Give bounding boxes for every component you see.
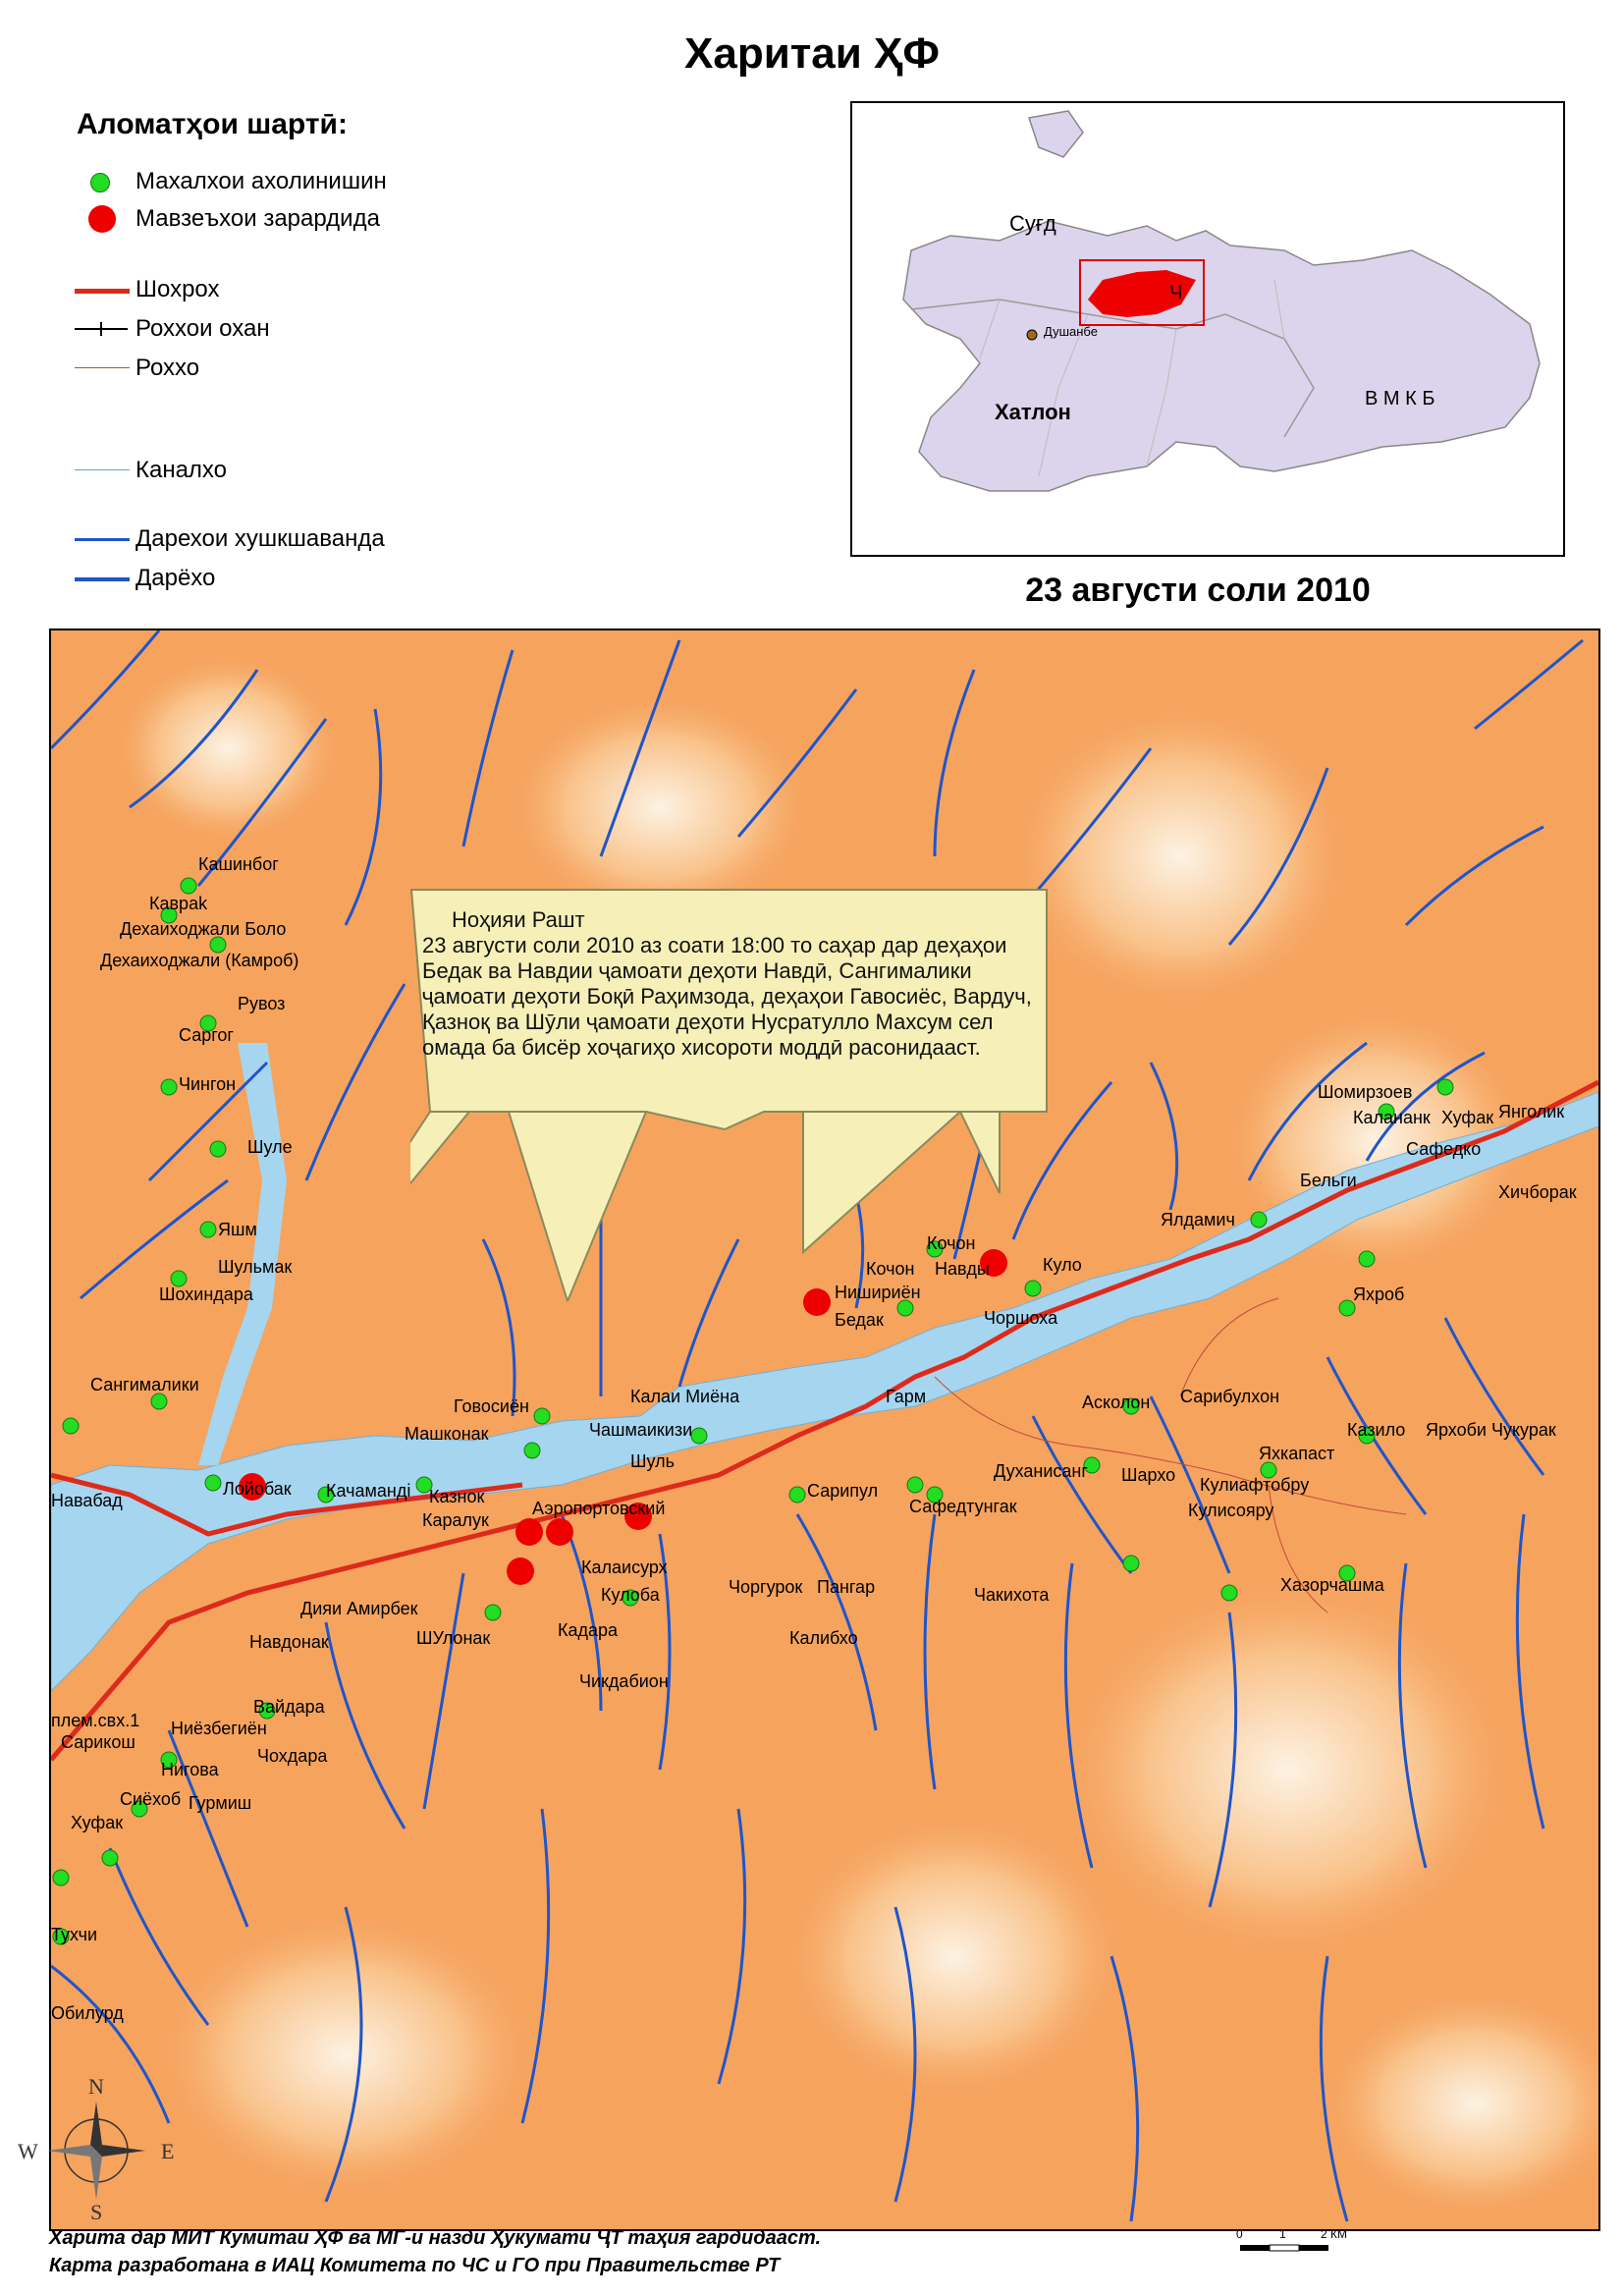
- place-label: Чикдабион: [579, 1671, 669, 1691]
- compass-s: S: [90, 2200, 103, 2224]
- place-label: Каралук: [422, 1510, 489, 1530]
- legend-label: Каналхо: [135, 457, 228, 483]
- green-dot-icon: [69, 165, 130, 198]
- tajikistan-shape: [903, 221, 1540, 491]
- footer-credit-tj: Харита дар МИТ Кумитаи ҲФ ва МГ-и назди Ҳукумати ҶТ таҳия гардидааст.: [49, 2227, 822, 2249]
- place-label: Говосиён: [454, 1396, 529, 1416]
- place-label: Хичборак: [1498, 1182, 1577, 1202]
- legend-item-canal: [69, 454, 227, 487]
- place-label: Кочон: [927, 1233, 976, 1253]
- inset-label-dushanbe: Душанбе: [1044, 324, 1098, 339]
- place-label: Навды: [935, 1259, 990, 1279]
- callout-text: [422, 907, 1041, 1061]
- place-label: Аэропортовский: [532, 1499, 666, 1518]
- place-label: Хуфак: [1441, 1108, 1494, 1127]
- place-label: Чакихота: [974, 1585, 1050, 1605]
- place-label: Тухчи: [51, 1925, 98, 1944]
- legend-item-dry-river: [69, 522, 385, 556]
- place-label: Лойобак: [223, 1479, 292, 1499]
- place-label: Гарм: [886, 1387, 927, 1406]
- place-label: ШУлонак: [416, 1628, 491, 1648]
- place-label: Сарипул: [807, 1481, 879, 1501]
- place-label: Кочон: [866, 1259, 915, 1279]
- place-label: Чоршоха: [984, 1308, 1058, 1328]
- place-label: Пангар: [817, 1577, 876, 1597]
- inset-label-rrp: Ч: [1169, 282, 1183, 303]
- place-label: Ярхоби Чукурак: [1426, 1420, 1556, 1440]
- legend-label: Роххо: [135, 355, 200, 381]
- place-label: Шульмак: [218, 1257, 293, 1277]
- place-label: Асколон: [1082, 1393, 1151, 1412]
- place-label: Калаи Миёна: [630, 1387, 740, 1406]
- compass-e: E: [161, 2139, 175, 2163]
- place-label: Яшм: [218, 1220, 257, 1239]
- place-label: Дехаиходжали Боло: [120, 919, 287, 939]
- place-label: Навабад: [51, 1491, 123, 1510]
- place-label: Дияи Амирбек: [300, 1599, 418, 1618]
- place-label: Чингон: [179, 1074, 237, 1094]
- dushanbe-marker: [1027, 330, 1037, 340]
- compass-w: W: [18, 2139, 38, 2163]
- place-label: Гурмиш: [189, 1793, 252, 1813]
- place-label: Саргог: [179, 1025, 234, 1045]
- scale-tick: 2 КМ: [1321, 2227, 1347, 2241]
- place-label: Ялдамич: [1161, 1210, 1235, 1230]
- place-label: Качамандi: [326, 1481, 411, 1501]
- place-label: Вайдара: [253, 1697, 325, 1717]
- highway-line-icon: [69, 273, 130, 306]
- place-label: Рувоз: [238, 994, 286, 1013]
- canal-line-icon: [69, 454, 130, 487]
- place-label: Яхроб: [1353, 1285, 1405, 1304]
- place-label: Бедак: [835, 1310, 884, 1330]
- place-label: Калибхо: [789, 1628, 858, 1648]
- dry-river-line-icon: [69, 522, 130, 556]
- river-line-icon: [69, 562, 130, 595]
- main-map: [49, 629, 1600, 2231]
- legend-label: Роххои охан: [135, 315, 270, 342]
- legend-item-settlements: [69, 165, 387, 198]
- place-label: Чоргурок: [729, 1577, 803, 1597]
- legend-item-damaged: [69, 202, 380, 236]
- place-label: Бельги: [1300, 1171, 1357, 1190]
- inset-label-gbao: В М К Б: [1365, 388, 1435, 410]
- legend-label: Дарехои хушкшаванда: [135, 525, 385, 552]
- place-label: Нигова: [161, 1760, 219, 1779]
- scale-bar: [1232, 2227, 1360, 2276]
- place-label: Чохдара: [257, 1746, 328, 1766]
- place-label: Хуфак: [71, 1813, 124, 1832]
- place-label: Хазорчашма: [1280, 1575, 1384, 1595]
- map-date: 23 августи соли 2010: [1025, 572, 1371, 609]
- callout-heading: Ноҳияи Рашт: [452, 907, 585, 932]
- place-label: Ниёзбегиён: [171, 1719, 267, 1738]
- red-dot-icon: [69, 202, 130, 236]
- place-label: Нишириён: [835, 1283, 921, 1302]
- place-label: Машконак: [405, 1424, 489, 1444]
- inset-map: [850, 101, 1565, 557]
- place-label: Навдонак: [249, 1632, 329, 1652]
- footer-credit-ru: Карта разработана в ИАЦ Комитета по ЧС и ГО при Правительстве РТ: [49, 2255, 781, 2276]
- place-label: Сарикош: [61, 1732, 135, 1752]
- place-label: Кавраk: [149, 894, 208, 913]
- place-label: Шархо: [1121, 1465, 1176, 1485]
- scale-tick: 1: [1279, 2227, 1286, 2241]
- scale-tick: 0: [1236, 2227, 1243, 2241]
- place-label: плем.свх.1: [51, 1711, 140, 1730]
- map-title: Харитаи ҲФ: [684, 29, 940, 78]
- place-label: Кулисояру: [1188, 1501, 1274, 1520]
- place-label: Шуле: [247, 1137, 293, 1157]
- place-label: Яхкапаст: [1259, 1444, 1335, 1463]
- place-label: Казнок: [429, 1487, 485, 1506]
- place-label: Сарибулхон: [1180, 1387, 1280, 1406]
- place-label: Сафедко: [1406, 1139, 1482, 1159]
- place-label: Шохиндара: [159, 1285, 253, 1304]
- place-label: Кашинбог: [198, 854, 279, 874]
- legend-label: Махалхои ахолинишин: [135, 168, 387, 194]
- place-label: Шуль: [630, 1451, 675, 1471]
- place-label: Обилурд: [51, 2003, 124, 2023]
- legend-item-highway: [69, 273, 220, 306]
- place-label: Куло: [1043, 1255, 1082, 1275]
- place-label: Сангималики: [90, 1375, 199, 1394]
- inset-label-sughd: Суғд: [1009, 211, 1056, 236]
- place-label: Сиёхоб: [120, 1789, 182, 1809]
- place-label: Духанисанг: [994, 1461, 1088, 1481]
- place-label: Дехаиходжали (Камроб): [100, 951, 299, 970]
- place-label: Кадара: [558, 1620, 619, 1640]
- place-label: Шомирзоев: [1318, 1082, 1413, 1102]
- compass-n: N: [88, 2074, 104, 2099]
- place-label: Чашмаикизи: [589, 1420, 693, 1440]
- callout-body: 23 августи соли 2010 аз соати 18:00 то саҳар дар деҳаҳои Бедак ва Навдии ҷамоати деҳоти Навдӣ, Сангималики ҷамоати деҳоти Боқӣ Раҳимзода, деҳаҳои Гавосиёс, Вардуч, Қазноқ ва Шӯли ҷамоати деҳоти Нусратулло Махсум сел омада ба бисёр хоҷагиҳо хисороти моддӣ расонидааст.: [422, 933, 1032, 1060]
- place-label: Калаисурх: [581, 1558, 668, 1577]
- legend-label: Дарёхо: [135, 565, 216, 591]
- inset-label-khatlon: Хатлон: [995, 400, 1071, 424]
- place-label: Казило: [1347, 1420, 1406, 1440]
- legend-item-river: [69, 562, 215, 595]
- legend-label: Шохрох: [135, 276, 220, 302]
- legend-title: Аломатҳои шартӣ:: [77, 108, 348, 140]
- place-label: Калананк: [1353, 1108, 1431, 1127]
- compass-rose-icon: [18, 2074, 175, 2224]
- legend-item-road: [69, 352, 199, 385]
- place-label: Сафедтунгак: [909, 1497, 1017, 1516]
- legend-label: Мавзеъхои зарардида: [135, 205, 380, 232]
- railway-line-icon: [69, 312, 130, 346]
- place-label: Кулиафтобру: [1200, 1475, 1310, 1495]
- place-label: Кулоба: [601, 1585, 660, 1605]
- legend-item-railway: [69, 312, 270, 346]
- road-line-icon: [69, 352, 130, 385]
- place-label: Янголик: [1498, 1102, 1565, 1121]
